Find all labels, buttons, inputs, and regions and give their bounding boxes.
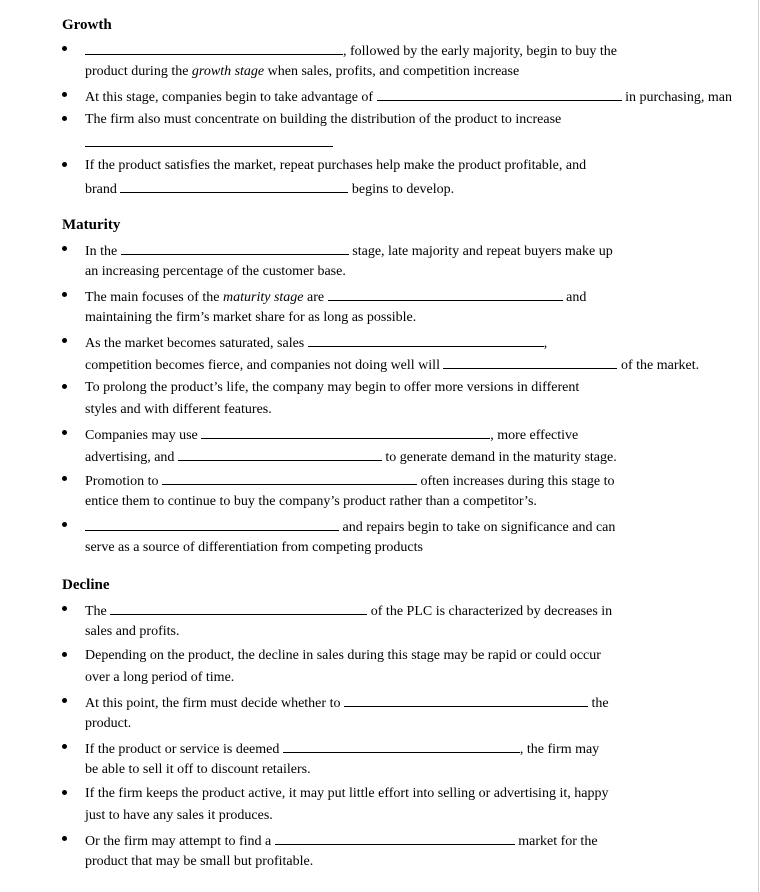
bullet	[62, 744, 70, 752]
decline-item-2-line-2: over a long period of time.	[85, 670, 235, 685]
bullet	[62, 162, 70, 170]
decline-item-4-line-1: If the product or service is deemed , the firm may	[85, 742, 600, 757]
bullet	[62, 384, 70, 392]
maturity-item-1-line-1: In the stage, late majority and repeat buyers make up	[85, 244, 613, 259]
fill-in-blank[interactable]	[283, 740, 520, 753]
bullet	[62, 698, 70, 706]
decline-item-5-line-2: just to have any sales it produces.	[85, 808, 273, 823]
maturity-item-4-line-2: styles and with different features.	[85, 402, 272, 417]
maturity-item-3-line-2: competition becomes fierce, and companies not doing well will of the market.	[85, 358, 700, 373]
bullet	[62, 246, 70, 254]
fill-in-blank[interactable]	[443, 356, 617, 369]
fill-in-blank[interactable]	[85, 518, 339, 531]
bullet	[62, 522, 70, 530]
bullet	[62, 292, 70, 300]
fill-in-blank[interactable]	[162, 472, 417, 485]
bullet	[62, 338, 70, 346]
page-edge-line	[758, 0, 759, 892]
decline-item-4-line-2: be able to sell it off to discount retailers.	[85, 762, 311, 777]
bullet	[62, 606, 70, 614]
decline-item-5-line-1: If the firm keeps the product active, it may put little effort into selling or advertising it, happy	[85, 786, 609, 801]
maturity-item-6-line-1: Promotion to often increases during this stage to	[85, 474, 615, 489]
bullet	[62, 430, 70, 438]
fill-in-blank[interactable]	[110, 602, 367, 615]
maturity-item-4-line-1: To prolong the product’s life, the company may begin to offer more versions in different	[85, 380, 580, 395]
growth-item-3-line-2	[85, 134, 333, 152]
fill-in-blank[interactable]	[85, 42, 343, 55]
section-heading-maturity: Maturity	[62, 217, 121, 233]
bullet	[62, 92, 70, 100]
maturity-item-7-line-1: and repairs begin to take on significance and can	[85, 518, 615, 536]
bullet	[62, 652, 70, 660]
fill-in-blank[interactable]	[275, 832, 515, 845]
maturity-item-7-line-2: serve as a source of differentiation from competing products	[85, 540, 423, 555]
growth-item-1-line-1: , followed by the early majority, begin to buy the	[85, 42, 617, 60]
maturity-item-2-line-1: The main focuses of the maturity stage are and	[85, 290, 587, 305]
section-heading-decline: Decline	[62, 577, 110, 593]
growth-item-4-line-1: If the product satisfies the market, repeat purchases help make the product profitable, and	[85, 158, 587, 173]
maturity-item-5-line-1: Companies may use , more effective	[85, 428, 579, 443]
maturity-item-6-line-2: entice them to continue to buy the company’s product rather than a competitor’s.	[85, 494, 537, 509]
growth-item-2: At this stage, companies begin to take advantage of in purchasing, man	[85, 90, 733, 105]
section-heading-growth: Growth	[62, 17, 112, 33]
fill-in-blank[interactable]	[120, 180, 348, 193]
maturity-item-5-line-2: advertising, and to generate demand in the maturity stage.	[85, 450, 617, 465]
fill-in-blank[interactable]	[85, 134, 333, 147]
fill-in-blank[interactable]	[121, 242, 349, 255]
fill-in-blank[interactable]	[308, 334, 544, 347]
fill-in-blank[interactable]	[377, 88, 622, 101]
decline-item-1-line-2: sales and profits.	[85, 624, 180, 639]
fill-in-blank[interactable]	[344, 694, 588, 707]
decline-item-6-line-2: product that may be small but profitable.	[85, 854, 314, 869]
growth-item-4-line-2: brand begins to develop.	[85, 182, 455, 197]
maturity-item-1-line-2: an increasing percentage of the customer base.	[85, 264, 346, 279]
decline-item-2-line-1: Depending on the product, the decline in sales during this stage may be rapid or could occur	[85, 648, 601, 663]
maturity-item-2-line-2: maintaining the firm’s market share for as long as possible.	[85, 310, 417, 325]
decline-item-3-line-1: At this point, the firm must decide whether to the	[85, 696, 609, 711]
fill-in-blank[interactable]	[201, 426, 490, 439]
growth-item-3-line-1: The firm also must concentrate on building the distribution of the product to increase	[85, 112, 562, 127]
bullet	[62, 476, 70, 484]
decline-item-6-line-1: Or the firm may attempt to find a market for the	[85, 834, 598, 849]
decline-item-1-line-1: The of the PLC is characterized by decreases in	[85, 604, 613, 619]
growth-item-1-line-2: product during the growth stage when sales, profits, and competition increase	[85, 64, 520, 79]
bullet	[62, 790, 70, 798]
decline-item-3-line-2: product.	[85, 716, 132, 731]
bullet	[62, 46, 70, 54]
fill-in-blank[interactable]	[178, 448, 382, 461]
fill-in-blank[interactable]	[328, 288, 563, 301]
bullet	[62, 836, 70, 844]
maturity-item-3-line-1: As the market becomes saturated, sales ,	[85, 336, 548, 351]
bullet	[62, 116, 70, 124]
